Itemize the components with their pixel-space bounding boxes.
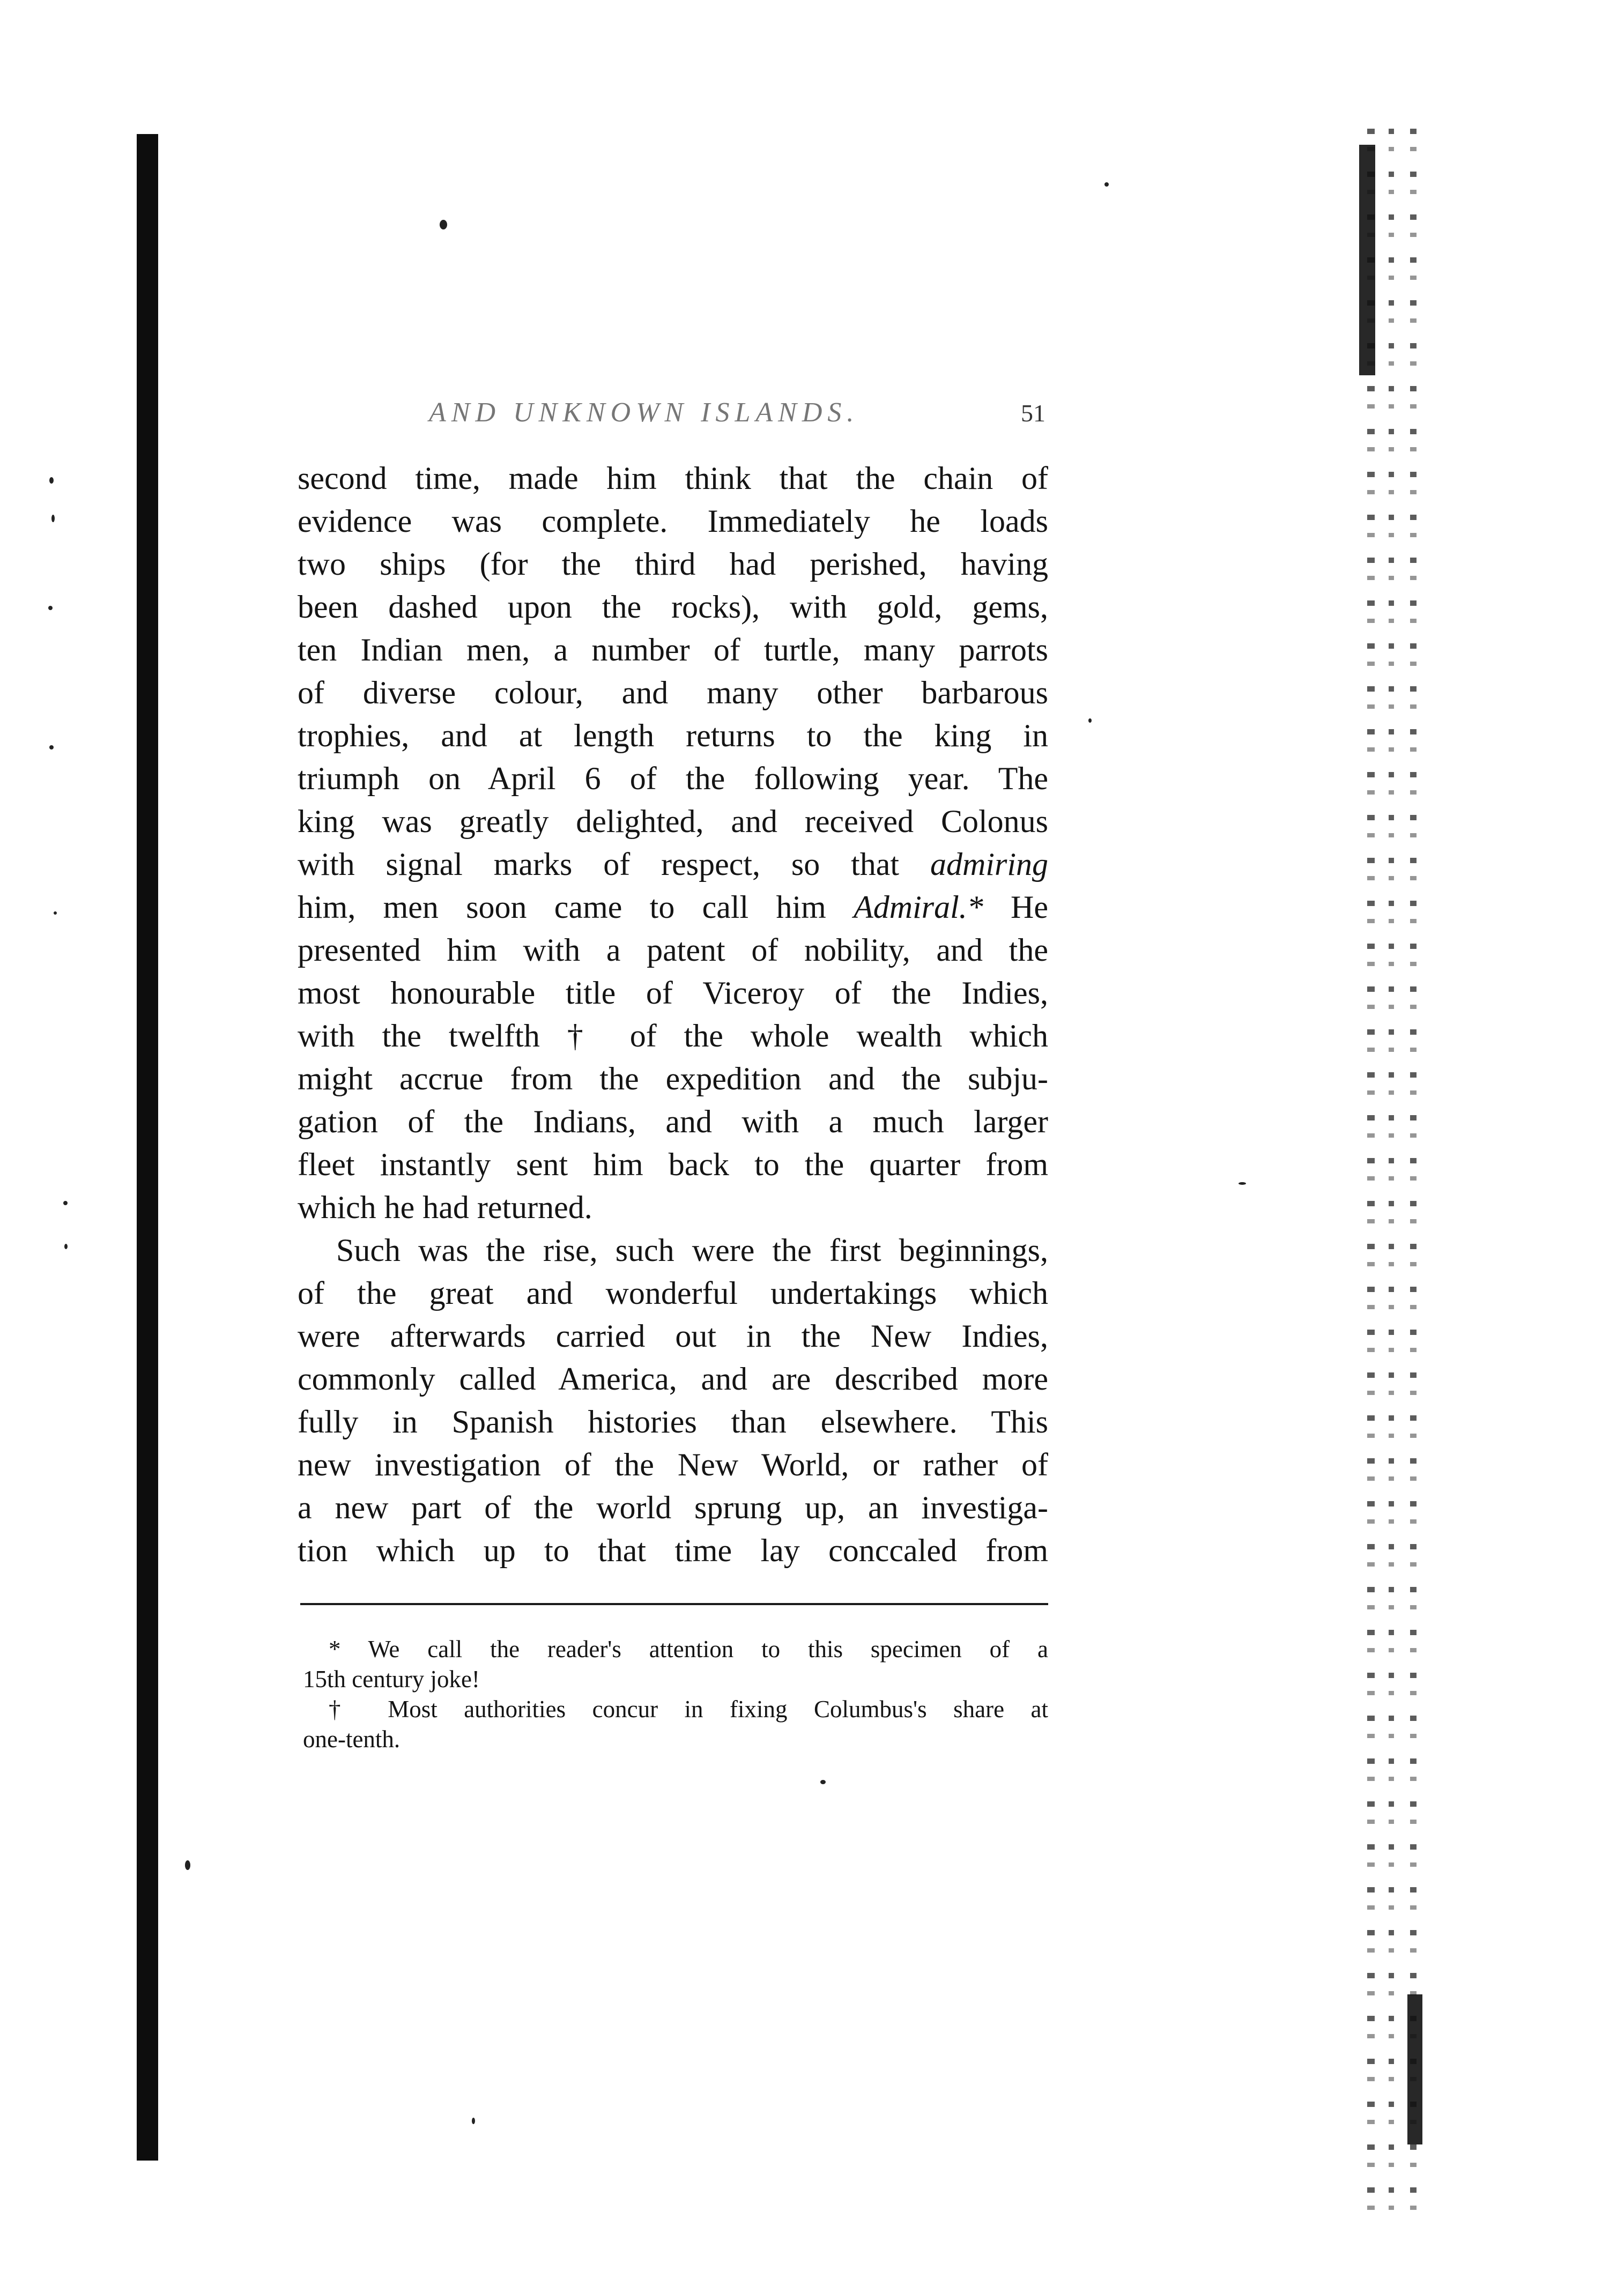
scan-speck — [51, 515, 55, 522]
scan-speck — [1239, 1182, 1246, 1185]
text-line: commonly called America, and are described more — [298, 1361, 1048, 1397]
text-line: ten Indian men, a number of turtle, many parrots — [298, 632, 1048, 667]
footnotes — [303, 1634, 1048, 1754]
page-number: 51 — [1021, 399, 1045, 427]
text-line: might accrue from the expedition and the subju- — [298, 1061, 1048, 1096]
scan-speck — [472, 2118, 475, 2124]
running-title: AND UNKNOWN ISLANDS. — [429, 397, 859, 428]
text-line: tion which up to that time lay conccaled from — [298, 1533, 1048, 1568]
scan-speck — [49, 745, 54, 749]
scan-speck — [820, 1780, 826, 1784]
text-segment: with signal marks of respect, so that — [298, 847, 900, 882]
text-line: second time, made him think that the chain of — [298, 461, 1048, 496]
text-line: of diverse colour, and many other barbarous — [298, 675, 1048, 710]
text-line: most honourable title of Viceroy of the Indies, — [298, 975, 1048, 1011]
text-line: fully in Spanish histories than elsewhere. This — [298, 1404, 1048, 1439]
footnote-line: one-tenth. — [303, 1726, 401, 1753]
text-line: fleet instantly sent him back to the quarter from — [298, 1147, 1048, 1182]
scan-speck — [48, 606, 53, 610]
text-line: Such was the rise, such were the first beginnings, — [336, 1233, 1048, 1268]
text-line: were afterwards carried out in the New Indies, — [298, 1318, 1048, 1354]
text-line: triumph on April 6 of the following year. The — [298, 761, 1048, 796]
footnote-rule — [300, 1603, 1048, 1605]
text-line: new investigation of the New World, or rather of — [298, 1447, 1048, 1482]
scan-speck — [1104, 182, 1109, 187]
scan-speck — [1088, 718, 1092, 723]
scan-speck — [185, 1860, 190, 1870]
text-line: with the twelfth † of the whole wealth which — [298, 1018, 1048, 1053]
body-text — [298, 457, 1048, 1572]
scan-speck — [54, 911, 57, 915]
text-segment: He — [1011, 889, 1049, 925]
text-line: trophies, and at length returns to the king in — [298, 718, 1048, 753]
running-head — [290, 397, 1045, 434]
text-line: of the great and wonderful undertakings which — [298, 1275, 1048, 1311]
footnote-line: * We call the reader's attention to this specimen of a — [329, 1636, 1048, 1663]
binding-shadow — [137, 134, 158, 2161]
text-line: two ships (for the third had perished, having — [298, 546, 1048, 582]
page-edge-artifact-bottom — [1407, 1994, 1422, 2144]
scan-speck — [63, 1201, 68, 1205]
text-segment: him, men soon came to call him — [298, 889, 826, 925]
page-edge-artifact-top — [1359, 145, 1375, 375]
footnote-line: † Most authorities concur in fixing Columbus's share at — [329, 1696, 1048, 1723]
text-line-with-italic — [298, 843, 1048, 886]
scan-speck — [49, 477, 54, 484]
text-line: presented him with a patent of nobility, and the — [298, 932, 1048, 968]
page-edge-artifacts — [1356, 129, 1442, 2214]
scan-speck — [440, 220, 447, 229]
footnote-line: 15th century joke! — [303, 1666, 480, 1693]
text-line: been dashed upon the rocks), with gold, gems, — [298, 589, 1048, 625]
text-line: evidence was complete. Immediately he loads — [298, 503, 1048, 539]
italic-word-admiral: Admiral.* — [854, 889, 983, 925]
scan-speck — [64, 1244, 68, 1249]
text-line: king was greatly delighted, and received Colonus — [298, 804, 1048, 839]
text-line: which he had returned. — [298, 1190, 592, 1225]
text-line: gation of the Indians, and with a much larger — [298, 1104, 1048, 1139]
text-line-with-italic — [298, 886, 1048, 929]
italic-word-admiring: admiring — [930, 847, 1048, 882]
text-line: a new part of the world sprung up, an investiga- — [298, 1490, 1048, 1525]
